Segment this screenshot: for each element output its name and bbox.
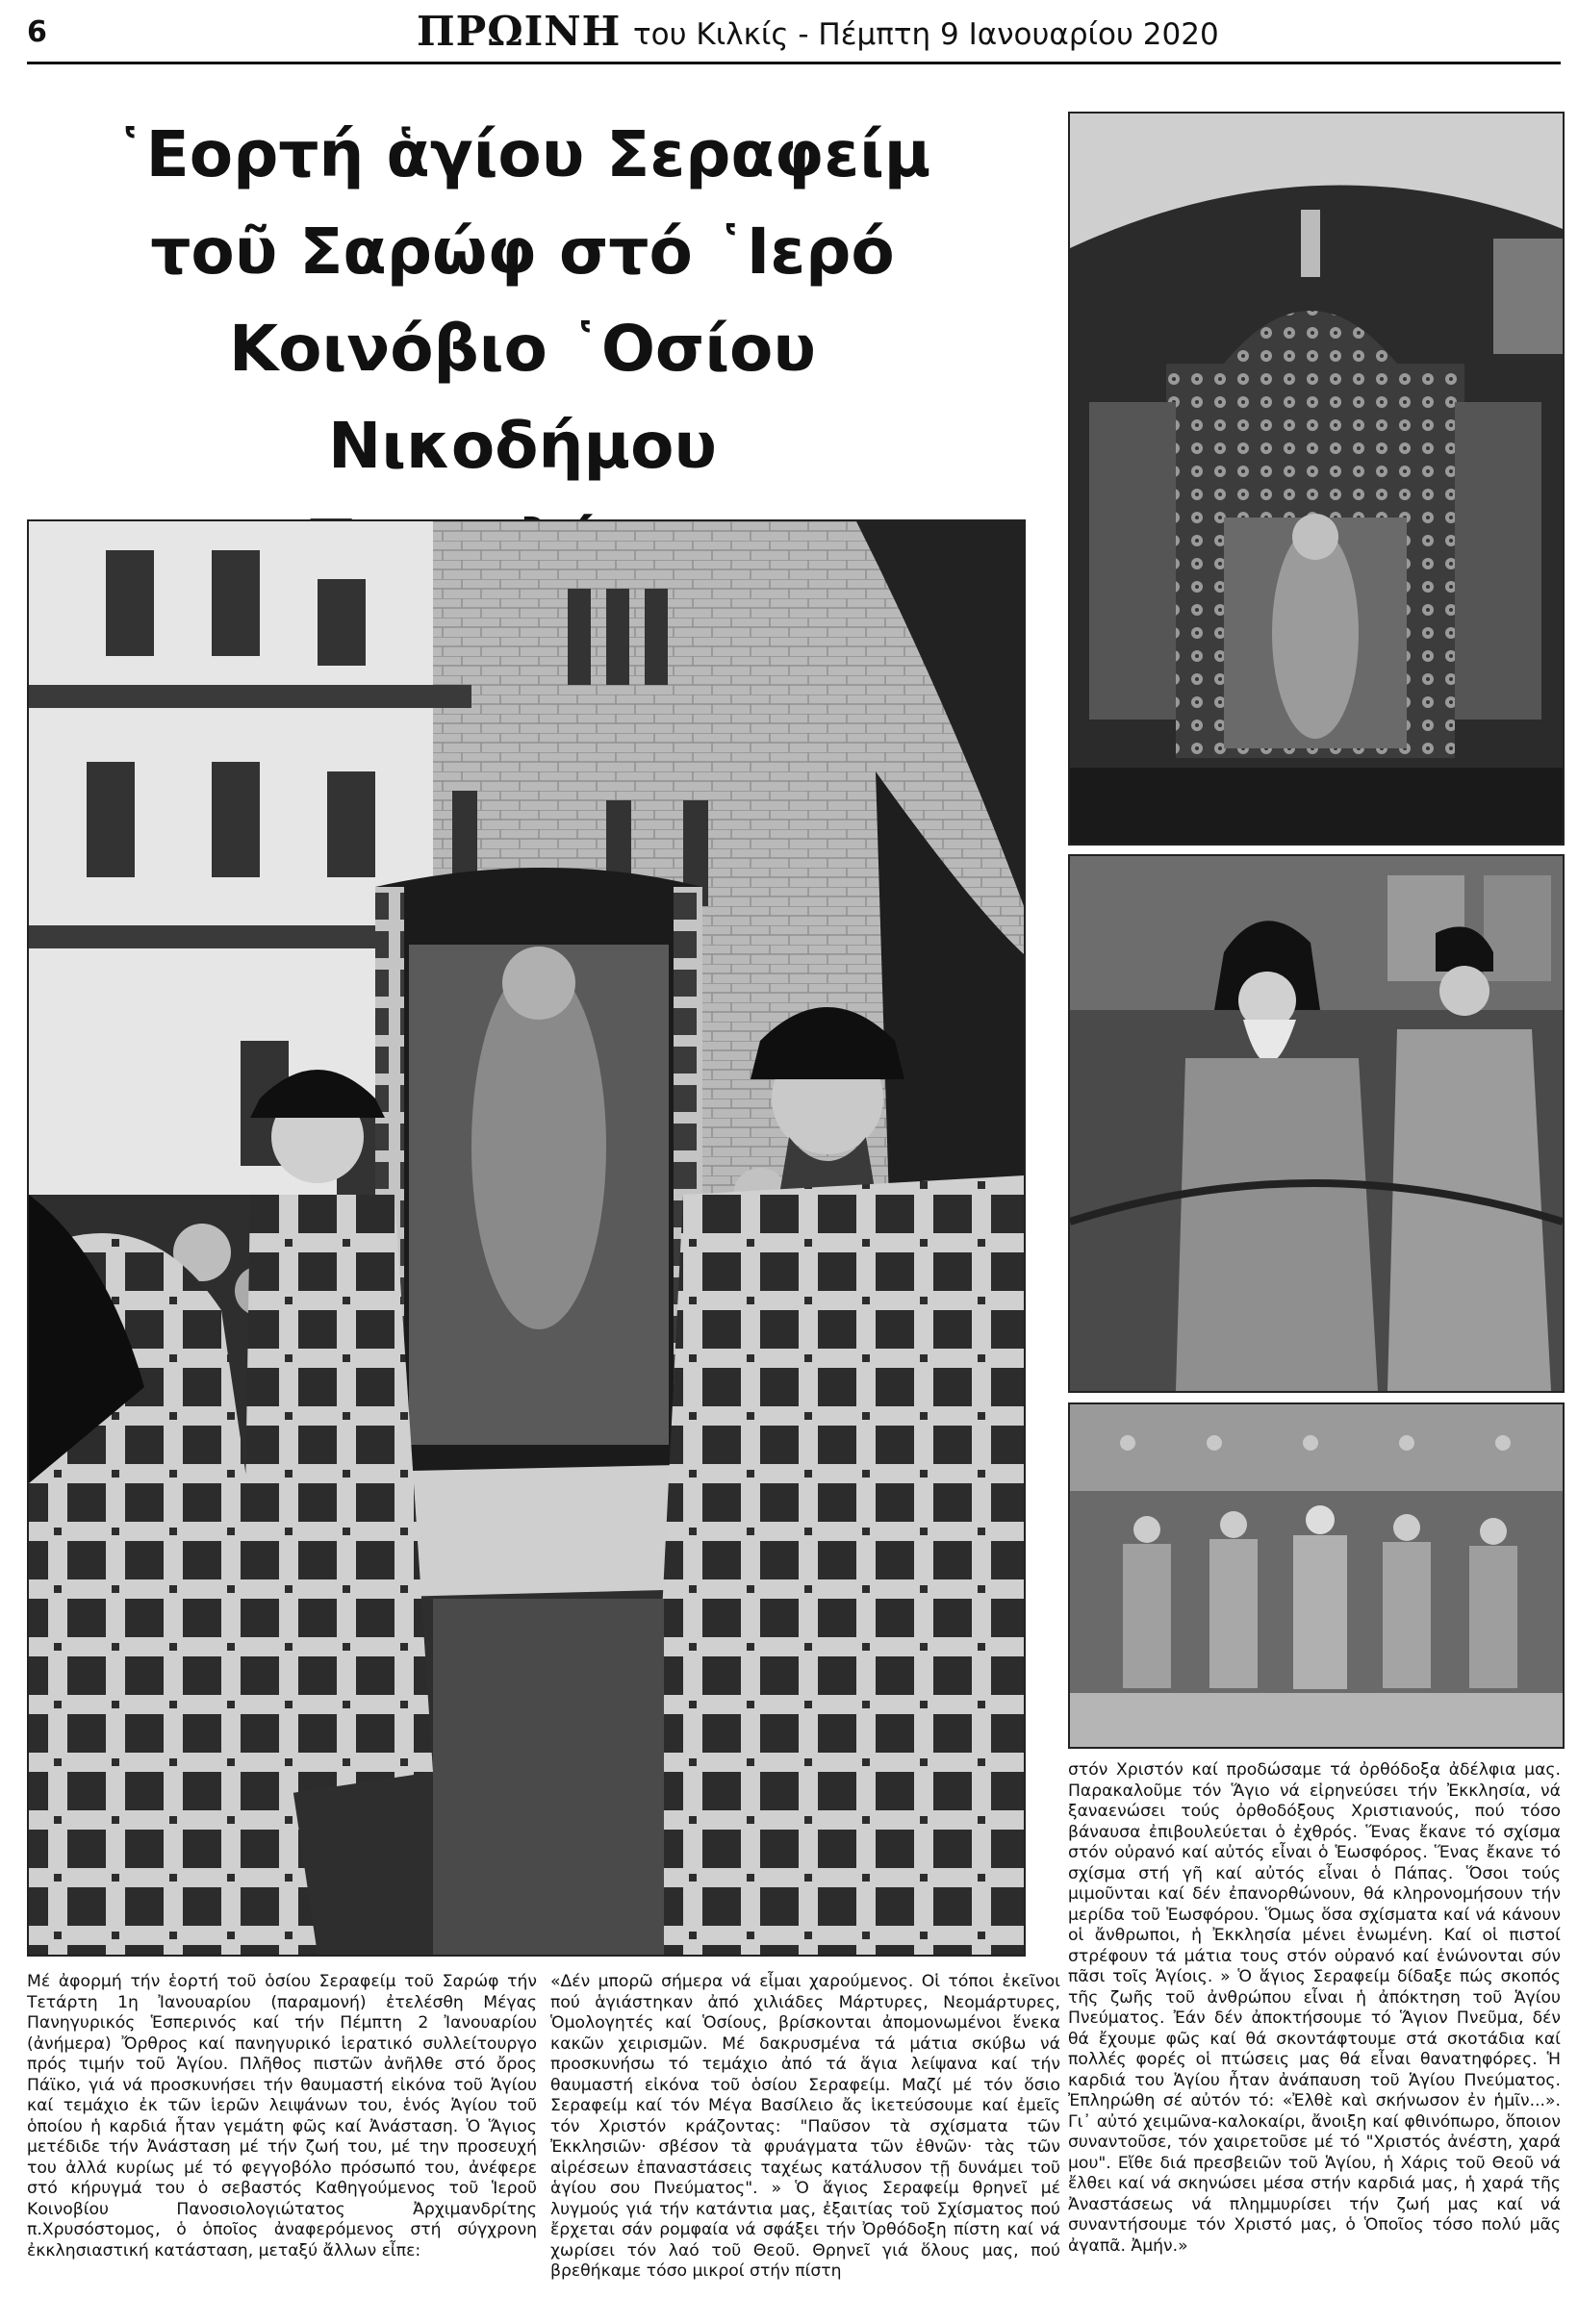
headline-line: τοῦ Σαρώφ στό ῾Ιερό bbox=[150, 215, 895, 289]
page-header bbox=[27, 8, 1561, 64]
headline-line: Κοινόβιο ῾Οσίου Νικοδήμου bbox=[229, 312, 816, 483]
article-paragraph: «Δέν μπορῶ σήμερα νά εἶμαι χαρούμενος. Οἱ τόποι ἐκεῖνοι πού ἁγιάστηκαν ἀπό χιλιάδες Μάρτυρες, Νεομάρτυρες, Ὁμολογητές καί Ὁσίους, βρίσκονται ἀπομονωμένοι ἕνεκα κακῶν χειρισμῶν. Μέ δακρυσμένα τά μάτια σκύβω νά προσκυνήσω τό τεμάχιο ἀπό τά ἅγια λείψανα καί τήν θαυμαστή εἰκόνα τοῦ ὁσίου Σεραφείμ. Μαζί μέ τόν ὅσιο Σεραφείμ καί τόν Μέγα Βασίλειο ἄς ἱκετεύσουμε καί ἐμεῖς τόν Χριστόν κράζοντας: "Παῦσον τὰ σχίσματα τῶν Ἐκκλησιῶν· σβέσον τὰ φρυάγματα τῶν ἐθνῶν· τὰς τῶν αἱρέσεων ἐπαναστάσεις ταχέως κατάλυσον τῇ δυνάμει τοῦ ἁγίου σου Πνεύματος". » Ὁ ἅγιος Σεραφείμ θρηνεῖ μέ λυγμούς γιά τήν κατάντια μας, ἐξαιτίας τοῦ Σχίσματος πού ἔρχεται σάν ρομφαία νά σφάξει τήν Ὀρθόδοξη πίστη καί νά χωρίσει τόν λαό τοῦ Θεοῦ. Θρηνεῖ γιά ὅλους μας, πού βρεθήκαμε τόσο μικροί στήν πίστη bbox=[550, 1972, 1060, 2281]
clergy-photo bbox=[1068, 854, 1565, 1393]
article-column-1 bbox=[27, 1972, 537, 2309]
dateline: του Κιλκίς - Πέμπτη 9 Ιανουαρίου 2020 bbox=[633, 17, 1219, 52]
article-paragraph: Μέ ἀφορμή τήν ἑορτή τοῦ ὁσίου Σεραφείμ τοῦ Σαρώφ τήν Τετάρτη 1η Ἰανουαρίου (παραμονή) ἐτελέσθη Μέγας Πανηγυρικός Ἑσπερινός καί τήν Πέμπτη 2 Ἰανουαρίου (ἀνήμερα) Ὄρθρος καί πανηγυρικό ἱερατικό συλλείτουργο πρός τιμήν τοῦ Ἁγίου. Πλῆθος πιστῶν ἀνῆλθε στό ὄρος Πάϊκο, γιά νά προσκυνήσει τήν θαυμαστή εἰκόνα τοῦ Ἁγίου καί τεμάχιο ἐκ τῶν ἱερῶν λειψάνων του, ἑνός Ἁγίου τοῦ ὁποίου ἡ καρδιά ἦταν γεμάτη φῶς καί Ἀνάσταση. Ὁ Ἅγιος μετέδιδε τήν Ἀνάσταση μέ τήν ζωή του, μέ την προσευχή του ἀλλά κυρίως μέ τό φεγγοβόλο πρόσωπό του, ἀνέφερε στό κήρυγμά του ὁ σεβαστός Καθηγούμενος τοῦ Ἱεροῦ Κοινοβίου Πανοσιολογιώτατος Ἀρχιμανδρίτης π.Χρυσόστομος, ὁ ὁποῖος ἀναφερόμενος στή σύγχρονη ἐκκλησιαστική κατάσταση, μεταξύ ἄλλων εἶπε: bbox=[27, 1972, 537, 2261]
article-column-3 bbox=[1068, 1760, 1561, 2309]
headline-line: ῾Εορτή ἁγίου Σεραφείμ bbox=[114, 117, 931, 191]
article-paragraph: στόν Χριστόν καί προδώσαμε τά ὀρθόδοξα ἀδέλφια μας. Παρακαλοῦμε τόν Ἅγιο νά εἰρηνεύσει τήν Ἐκκλησία, νά ξαναενώσει τούς ὀρθοδόξους Χριστιανούς, πού τόσο βάναυσα ἐπιβουλεύεται ὁ ἐχθρός. Ἕνας ἔκανε τό σχίσμα στόν οὐρανό καί αὐτός εἶναι ὁ Ἑωσφόρος. Ἕνας ἔκανε τό σχίσμα στή γῆ καί αὐτός εἶναι ὁ Πάπας. Ὅσοι τούς μιμοῦνται καί δέν ἐπανορθώνουν, θά κληρονομήσουν τήν μερίδα τοῦ Ἑωσφόρου. Ὅμως ὅσα σχίσματα καί νά κάνουν οἱ ἄνθρωποι, ἡ Ἐκκλησία μένει ἑνωμένη. Καί οἱ πιστοί στρέφουν τά μάτια τους στόν οὐρανό καί ἑνώνονται σύν πᾶσι τοῖς Ἁγίοις. » Ὁ ἅγιος Σεραφείμ δίδαξε πώς σκοπός τῆς ζωῆς τοῦ ἀνθρώπου εἶναι ἡ ἀπόκτηση τοῦ Ἁγίου Πνεύματος. Ἐάν δέν ἀποκτήσουμε τό Ἅγιον Πνεῦμα, δέν θά ἔχουμε φῶς καί θά σκοντάφτουμε στά σκοτάδια καί πολλές φορές οἱ πτώσεις μας θά εἶναι θανατηφόρες. Ἡ καρδιά του Ἁγίου ἦταν ἀνάπαυση τοῦ Ἁγίου Πνεύματος. Ἐπληρώθη σέ αὐτόν τό: «Ἐλθὲ καὶ σκήνωσον ἐν ἡμῖν...». Γι᾽ αὐτό χειμῶνα-καλοκαίρι, ἄνοιξη καί φθινόπωρο, ὅποιον συναντοῦσε, τόν χαιρετοῦσε μέ τό "Χριστός ἀνέστη, χαρά μου". Εἴθε διά πρεσβειῶν τοῦ Ἁγίου, ἡ Χάρις τοῦ Θεοῦ νά ἔλθει καί νά σκηνώσει μέσα στήν καρδιά μας, ἡ χαρά τῆς Ἀναστάσεως νά πλημμυρίσει τήν ζωή μας καί νά συναντήσουμε τόν Χριστό μας, ὁ Ὁποῖος τόσο πολύ μᾶς ἀγαπᾶ. Ἀμήν.» bbox=[1068, 1760, 1561, 2256]
masthead: ΠΡΩΙΝΗ bbox=[417, 8, 622, 55]
page-number: 6 bbox=[27, 15, 47, 49]
article-column-2 bbox=[550, 1972, 1060, 2309]
clergy-group-photo bbox=[1068, 1402, 1565, 1749]
shrine-photo bbox=[1068, 112, 1565, 846]
main-photo bbox=[27, 519, 1026, 1957]
